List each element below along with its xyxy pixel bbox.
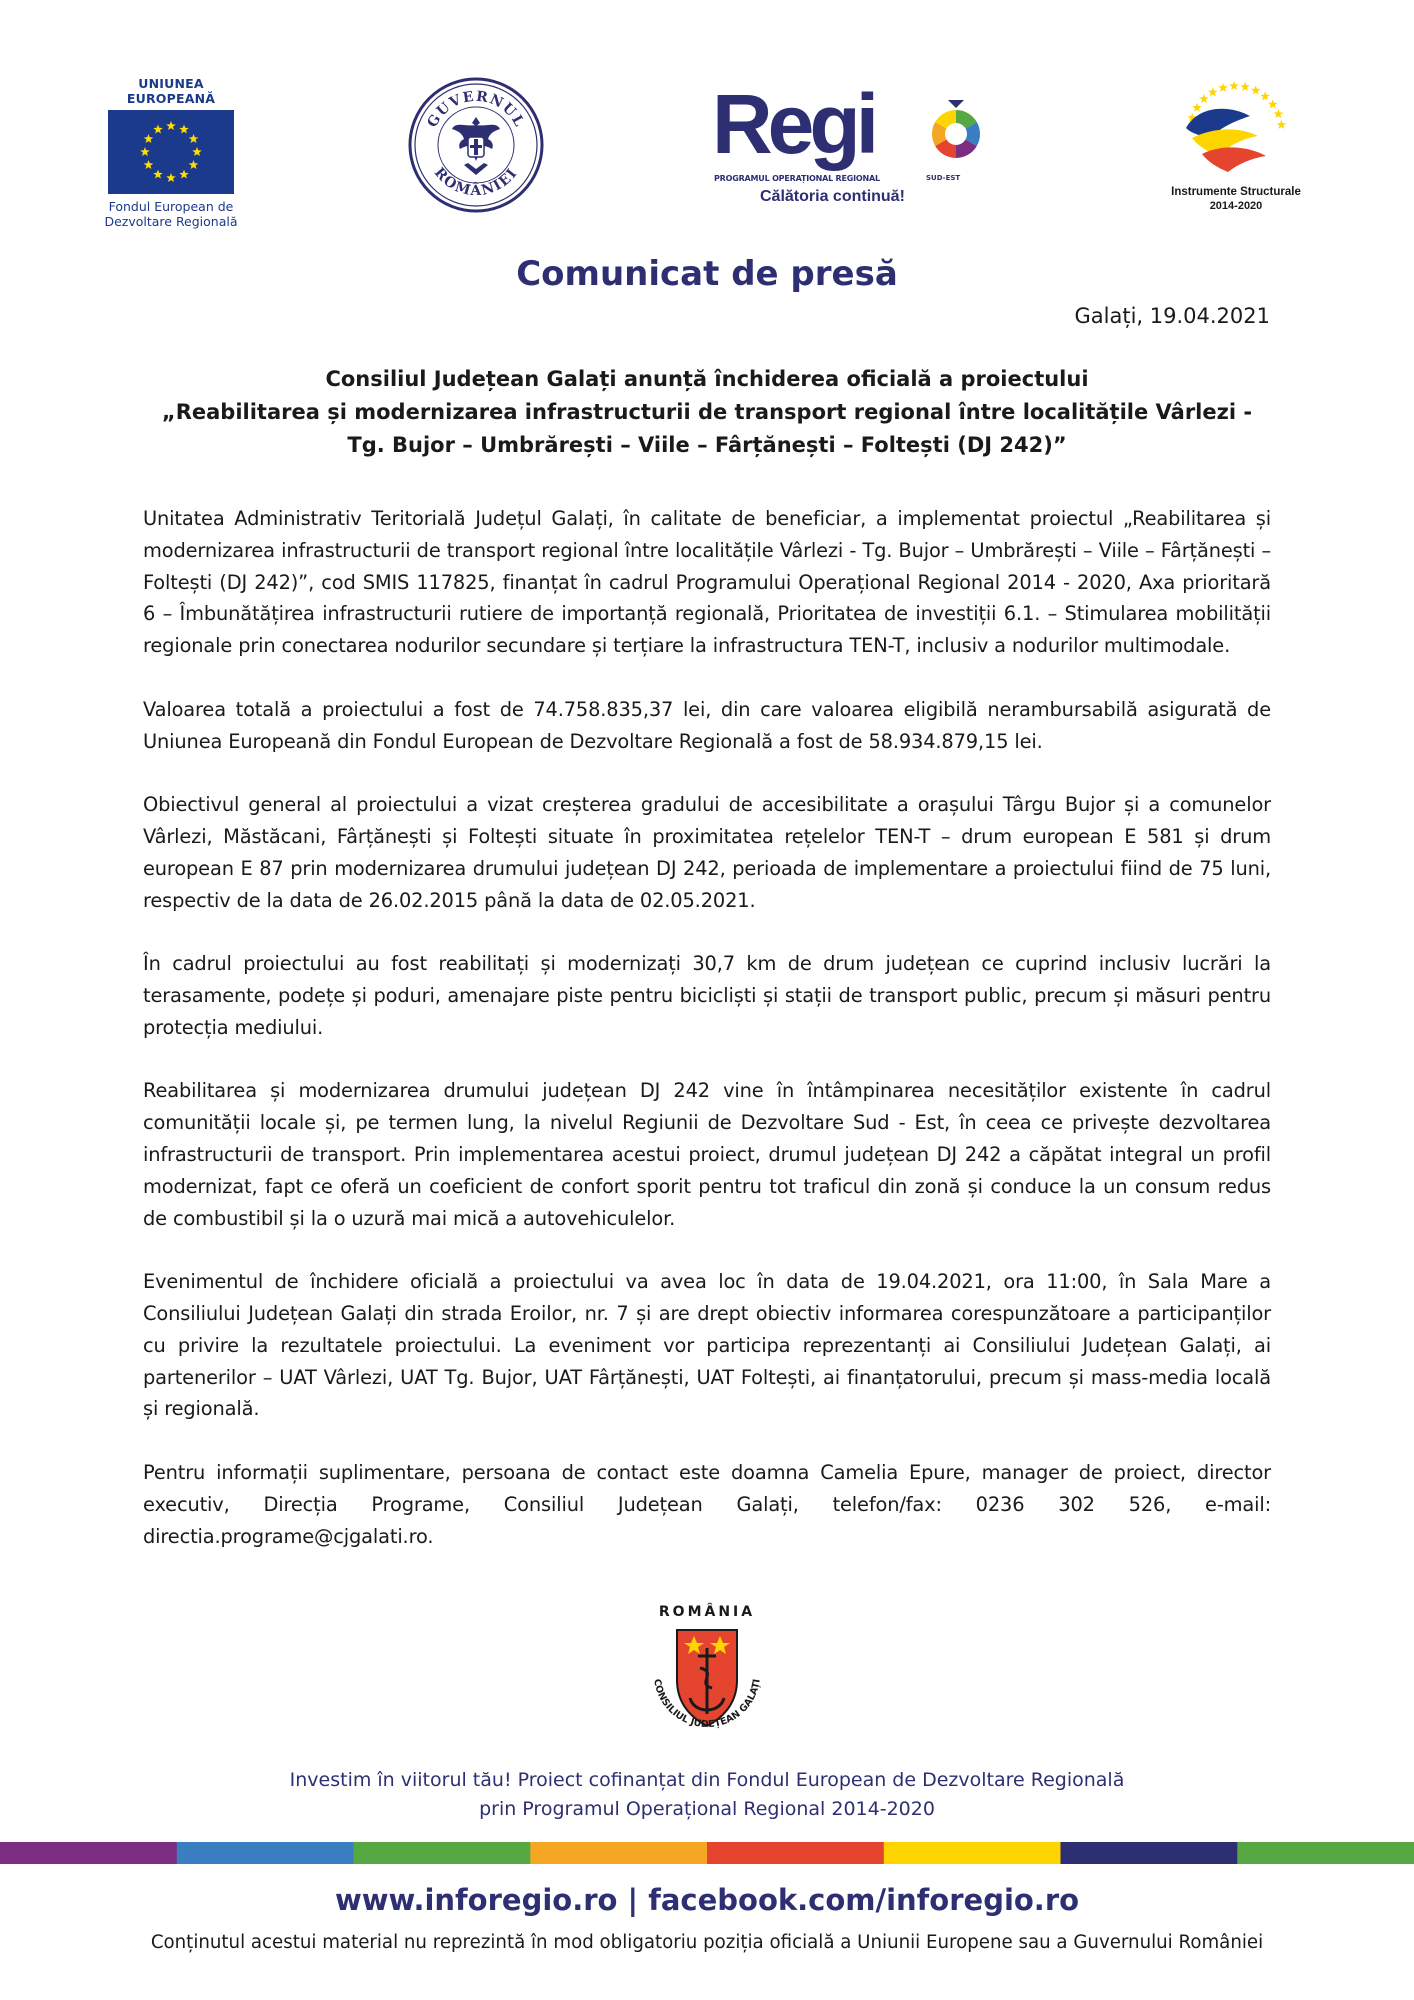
- is-star-icon: [1251, 85, 1261, 94]
- press-release-body: [143, 503, 1271, 1584]
- regio-logo-word: Regi: [712, 77, 875, 171]
- stripe-segment: [1061, 1842, 1239, 1864]
- stripe-segment: [530, 1842, 708, 1864]
- body-paragraph-beneficiary: Unitatea Administrativ Teritorială Județul Galați, în calitate de beneficiar, a implementat proiectul „Reabilitarea și modernizarea infrastructurii de transport regional între localitățile Vârlezi - Tg. Bujor – Umbrărești – Viile – Fârțănești – Foltești (DJ 242)”, cod SMIS 117825, finanțat în cadrul Programului Operațional Regional 2014 - 2020, Axa prioritară 6 – Îmbunătățirea infrastructurii rutiere de importanță regională, Prioritatea de investiții 6.1. – Stimularea mobilității regionale prin conectarea nodurilor secundare și terțiare la infrastructura TEN-T, inclusiv a nodurilor multimodale.: [143, 507, 1271, 658]
- body-paragraph-value: Valoarea totală a proiectului a fost de 74.758.835,37 lei, din care valoarea eligibilă nerambursabilă asigurată de Uniunea Europeană din Fondul European de Dezvoltare Regională a fost de 58.934.879,15 lei.: [143, 697, 1271, 753]
- page-title: Comunicat de presă: [516, 254, 898, 294]
- eagle-icon: [452, 117, 500, 175]
- eu-logo-sub-text: Fondul European de Dezvoltare Regională: [104, 199, 238, 229]
- is-star-icon: [1240, 82, 1250, 91]
- regio-logo-region: SUD-EST: [926, 174, 961, 182]
- structural-instruments-years: 2014-2020: [1209, 200, 1263, 212]
- body-paragraph-works: În cadrul proiectului au fost reabilitați și modernizați 30,7 km de drum județean ce cuprind inclusiv lucrări la terasamente, podețe și poduri, amenajare piste pentru bicicliști și stații de transport public, precum și măsuri pentru protecția mediului.: [143, 952, 1271, 1039]
- stripe-segment: [0, 1842, 178, 1864]
- is-star-icon: [1208, 87, 1218, 96]
- press-release-headline: [120, 363, 1294, 462]
- structural-instruments-logo: [1158, 76, 1314, 216]
- stripe-segment: [707, 1842, 885, 1864]
- headline-line: Tg. Bujor – Umbrărești – Viile – Fârțănești – Foltești (DJ 242)”: [347, 433, 1067, 457]
- eu-logo-top-text: UNIUNEA EUROPEANĂ: [126, 76, 216, 106]
- headline-line: Consiliul Județean Galați anunță închiderea oficială a proiectului: [325, 367, 1089, 391]
- stripe-segment: [884, 1842, 1062, 1864]
- regio-logo-tagline: Călătoria continuă!: [760, 188, 905, 205]
- is-star-icon: [1192, 103, 1202, 112]
- gov-seal-top-text: GUVERNUL: [424, 88, 528, 131]
- is-star-icon: [1274, 109, 1284, 118]
- crest-country-label: ROMÂNIA: [658, 1604, 756, 1620]
- stripe-segment: [354, 1842, 532, 1864]
- is-star-icon: [1218, 83, 1228, 92]
- body-paragraph-contact: Pentru informații suplimentare, persoana de contact este doamna Camelia Epure, manager de proiect, director executiv, Direcția Programe, Consiliul Județean Galați, telefon/fax: 0236 302 526, e-mail: directia.programe@cjgalati.ro.: [143, 1460, 1271, 1548]
- government-seal-logo: [408, 77, 544, 213]
- crest-ring-text: CONSILIUL JUDEȚEAN GALAȚI: [651, 1678, 763, 1731]
- structural-instruments-title: Instrumente Structurale: [1171, 186, 1301, 198]
- regio-logo: [712, 77, 986, 216]
- body-paragraph-event: Evenimentul de închidere oficială a proiectului va avea loc în data de 19.04.2021, ora 11:00, în Sala Mare a Consiliului Județean Galați din strada Eroilor, nr. 7 și are drept obiectiv informarea corespunzătoare a participanților cu privire la rezultatele proiectului. La eveniment vor participa reprezentanți ai Consiliului Județean Galați, ai partenerilor – UAT Vârlezi, UAT Tg. Bujor, UAT Fârțănești, UAT Foltești, ai finanțatorului, precum și mass-media locală și regională.: [143, 1270, 1271, 1421]
- gov-seal-bottom-text: ROMÂNIEI: [430, 164, 522, 200]
- body-paragraph-objective: Obiectivul general al proiectului a vizat creșterea gradului de accesibilitate a orașului Târgu Bujor și a comunelor Vârlezi, Măstăcani, Fârțănești și Foltești situate în proximitatea rețelelor TEN-T – drum european E 581 și drum european E 87 prin modernizarea drumului județean DJ 242, perioada de implementare a proiectului fiind de 75 luni, respectiv de la data de 26.02.2015 până la data de 02.05.2021.: [143, 793, 1271, 912]
- structural-instruments-icon: [1158, 76, 1314, 184]
- government-seal-icon: [408, 77, 544, 213]
- is-star-icon: [1260, 91, 1270, 100]
- stripe-segment: [177, 1842, 355, 1864]
- is-star-icon: [1229, 81, 1239, 90]
- eu-flag-icon: [108, 110, 234, 194]
- regio-color-wheel-icon: [926, 98, 986, 162]
- county-council-crest: [640, 1604, 774, 1754]
- county-crest-icon: [640, 1622, 774, 1754]
- regio-logo-subtitle: PROGRAMUL OPERAȚIONAL REGIONAL: [714, 174, 880, 183]
- eu-logo: [98, 76, 244, 229]
- is-star-icon: [1268, 99, 1278, 108]
- brand-color-stripe: [0, 1842, 1414, 1864]
- is-star-icon: [1277, 120, 1287, 129]
- funding-statement: Investim în viitorul tău! Proiect cofinanțat din Fondul European de Dezvoltare Regională prin Programul Operațional Regional 2014-2020: [289, 1769, 1125, 1820]
- headline-line: „Reabilitarea și modernizarea infrastructurii de transport regional între localitățile Vârlezi -: [161, 400, 1253, 424]
- website-links[interactable]: www.inforegio.ro | facebook.com/inforegio.ro: [334, 1883, 1080, 1917]
- is-star-icon: [1199, 94, 1209, 103]
- body-paragraph-impact: Reabilitarea și modernizarea drumului județean DJ 242 vine în întâmpinarea necesităților existente în cadrul comunității locale și, pe termen lung, la nivelul Regiunii de Dezvoltare Sud - Est, în ceea ce privește dezvoltarea infrastructurii de transport. Prin implementarea acestui proiect, drumul județean DJ 242 a căpătat integral un profil modernizat, fapt ce oferă un coeficient de confort sporit pentru tot traficul din zonă și conduce la un consum redus de combustibil și la o uzură mai mică a autovehiculelor.: [143, 1079, 1271, 1230]
- eu-disclaimer: Conținutul acestui material nu reprezintă în mod obligatoriu poziția oficială a Uniunii Europene sau a Guvernului României: [150, 1932, 1264, 1953]
- stripe-segment: [1237, 1842, 1414, 1864]
- press-release-date: Galați, 19.04.2021: [1074, 304, 1270, 328]
